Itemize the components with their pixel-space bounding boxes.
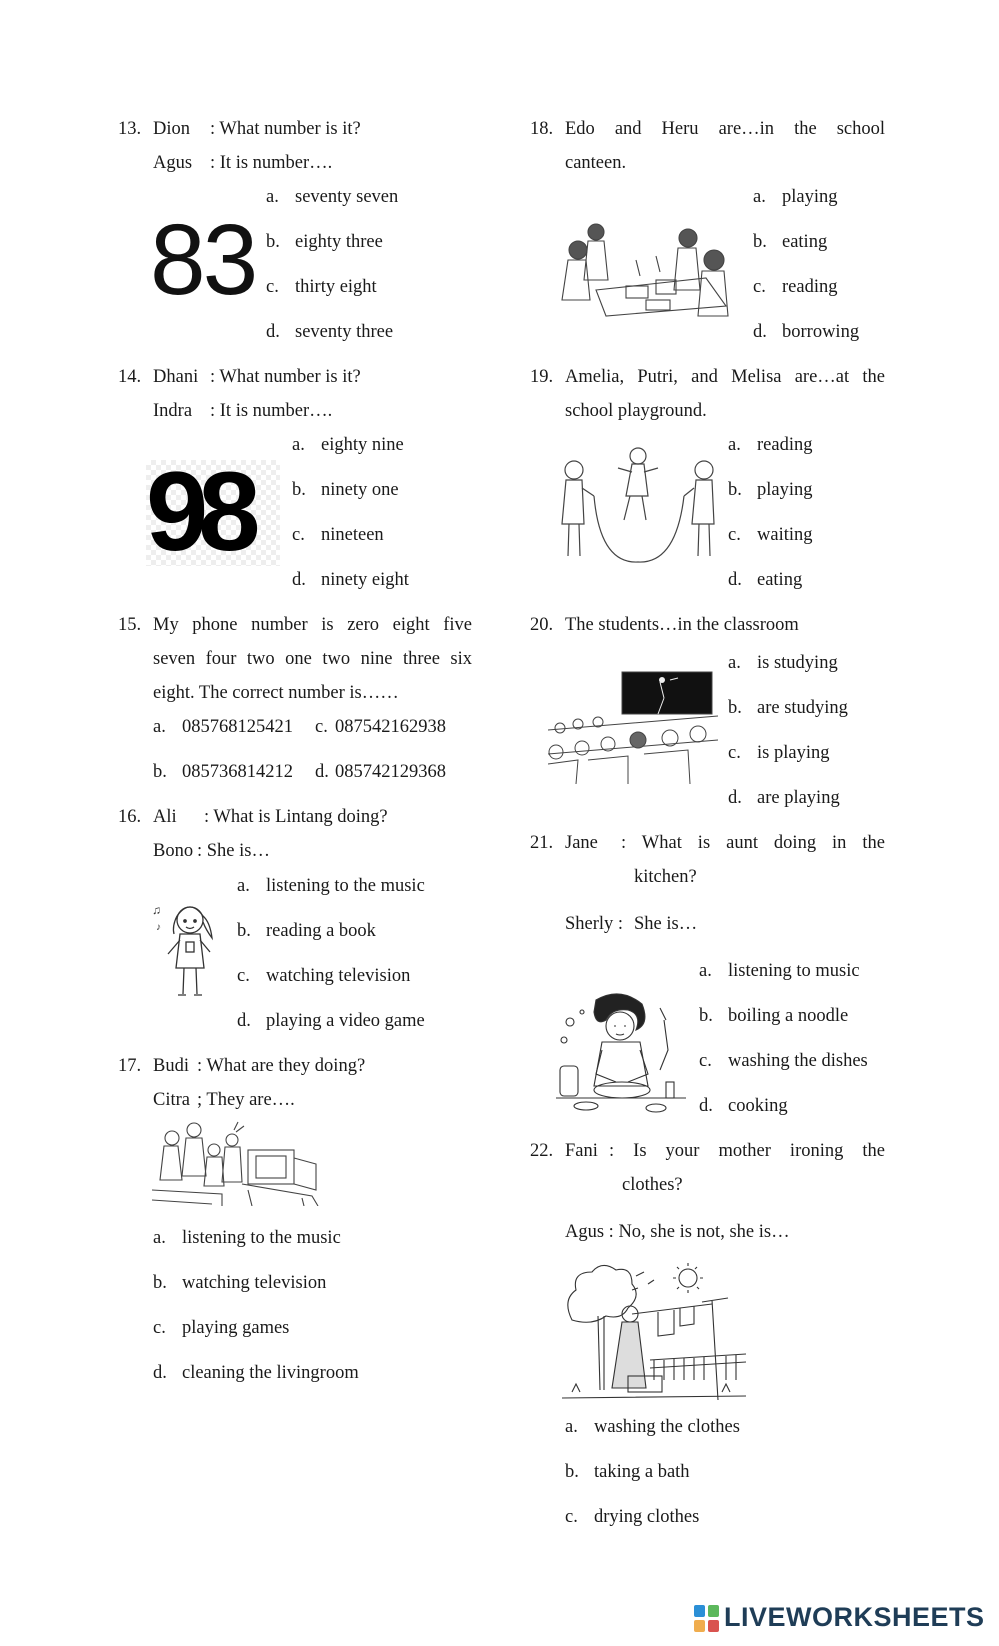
dialog-line: : It is number…. [210,153,333,173]
drying-clothes-illustration [562,1260,746,1402]
dialog-line: kitchen? [634,867,697,887]
question-text-line: school playground. [565,401,707,421]
question-number: 17. [118,1056,142,1076]
speaker-name: Indra [153,401,193,421]
speaker-name: Fani [565,1141,598,1161]
option-text[interactable]: playing [782,187,838,207]
question-text-line: eight. The correct number is…… [153,683,399,703]
option-text[interactable]: is playing [757,743,830,763]
option-letter: d. [266,322,280,342]
dialog-line: ; They are…. [197,1090,295,1110]
dialog-line: : What is Lintang doing? [204,807,388,827]
option-letter: d. [237,1011,251,1031]
dialog-line: : What is aunt doing in the [621,833,885,853]
classroom-illustration [548,668,718,784]
option-text[interactable]: seventy three [295,322,394,342]
speaker-name: Ali [153,807,177,827]
option-text[interactable]: eating [782,232,828,252]
option-text[interactable]: eating [757,570,803,590]
option-letter: a. [753,187,766,207]
woman-cooking-illustration [556,990,686,1120]
speaker-name: Dhani [153,367,199,387]
question-number: 21. [530,833,554,853]
option-letter: a. [728,435,741,455]
dialog-line: : She is… [197,841,270,861]
option-letter: b. [728,698,742,718]
option-text[interactable]: cooking [728,1096,788,1116]
option-text[interactable]: 085768125421 [182,717,293,737]
question-number: 20. [530,615,554,635]
logo-text: LIVEWORKSHEETS [724,1602,985,1632]
option-text[interactable]: cleaning the livingroom [182,1363,359,1383]
girl-listening-music-illustration [150,896,230,1006]
question-text-line: seven four two one two nine three six [153,649,472,669]
option-letter: c. [728,525,741,545]
option-text[interactable]: eighty nine [321,435,404,455]
option-letter: c. [153,1318,166,1338]
option-text[interactable]: thirty eight [295,277,377,297]
option-letter: d. [728,570,742,590]
option-letter: b. [699,1006,713,1026]
option-text[interactable]: seventy seven [295,187,399,207]
question-number: 18. [530,119,554,139]
question-text-line: canteen. [565,153,627,173]
question-number: 22. [530,1141,554,1161]
question-number: 14. [118,367,142,387]
question-number: 19. [530,367,554,387]
speaker-name: Citra [153,1090,190,1110]
option-letter: a. [266,187,279,207]
number-83-image: 83 [150,204,256,316]
option-text[interactable]: listening to the music [182,1228,341,1248]
dialog-line: : It is number…. [210,401,333,421]
option-text[interactable]: playing games [182,1318,290,1338]
option-text[interactable]: 085742129368 [335,762,446,782]
option-letter: d. [728,788,742,808]
question-text-line: Amelia, Putri, and Melisa are…at the [565,367,885,387]
option-text[interactable]: reading [757,435,813,455]
option-text[interactable]: 087542162938 [335,717,446,737]
option-letter: b. [728,480,742,500]
option-letter: b. [266,232,280,252]
option-letter: b. [153,762,167,782]
option-letter: d. [292,570,306,590]
question-number: 15. [118,615,142,635]
option-text[interactable]: watching television [266,966,411,986]
option-text[interactable]: are studying [757,698,848,718]
option-text[interactable]: washing the clothes [594,1417,740,1437]
speaker-name: Dion [153,119,190,139]
option-text[interactable]: nineteen [321,525,384,545]
option-letter: a. [699,961,712,981]
option-letter: b. [153,1273,167,1293]
question-text-line: My phone number is zero eight five [153,615,472,635]
jump-rope-illustration [556,446,721,571]
option-letter: c. [753,277,766,297]
option-text[interactable]: listening to the music [266,876,425,896]
question-text-line: The students…in the classroom [565,615,799,635]
option-letter: b. [292,480,306,500]
option-text[interactable]: ninety one [321,480,399,500]
option-text[interactable]: reading a book [266,921,376,941]
speaker-name: Bono [153,841,194,861]
svg-text:♪: ♪ [156,922,161,933]
option-text[interactable]: eighty three [295,232,383,252]
dialog-line: clothes? [622,1175,683,1195]
option-letter: b. [753,232,767,252]
option-letter: b. [565,1462,579,1482]
option-letter: d. [153,1363,167,1383]
option-letter: c. [292,525,305,545]
option-text[interactable]: waiting [757,525,813,545]
option-letter: c. [565,1507,578,1527]
speaker-name: Jane [565,833,598,853]
option-letter: d. [315,762,329,782]
school-canteen-illustration [556,220,736,320]
svg-text:♫: ♫ [152,903,161,917]
option-text[interactable]: drying clothes [594,1507,700,1527]
dialog-line: : What number is it? [210,367,361,387]
option-text[interactable]: playing a video game [266,1011,425,1031]
speaker-name: Budi [153,1056,189,1076]
option-letter: d. [753,322,767,342]
option-letter: c. [237,966,250,986]
option-letter: c. [699,1051,712,1071]
option-text[interactable]: 085736814212 [182,762,293,782]
question-text-line: Edo and Heru are…in the school [565,119,885,139]
option-letter: d. [699,1096,713,1116]
family-watching-tv-illustration [152,1120,322,1206]
option-letter: a. [153,1228,166,1248]
option-text[interactable]: playing [757,480,813,500]
dialog-line: Agus : No, she is not, she is… [565,1222,790,1242]
option-text[interactable]: ninety eight [321,570,409,590]
speaker-name: Sherly : [565,914,624,934]
option-letter: a. [292,435,305,455]
option-text[interactable]: are playing [757,788,840,808]
dialog-line: : Is your mother ironing the [609,1141,885,1161]
option-letter: a. [237,876,250,896]
liveworksheets-logo-icon [694,1605,720,1633]
number-98-image: 98 [146,449,251,574]
option-letter: b. [237,921,251,941]
liveworksheets-logo[interactable] [694,1602,994,1636]
option-text[interactable]: taking a bath [594,1462,690,1482]
option-letter: c. [266,277,279,297]
option-text[interactable]: borrowing [782,322,860,342]
option-letter: a. [728,653,741,673]
option-text[interactable]: washing the dishes [728,1051,868,1071]
option-text[interactable]: boiling a noodle [728,1006,849,1026]
option-text[interactable]: reading [782,277,838,297]
question-number: 13. [118,119,142,139]
option-text[interactable]: watching television [182,1273,327,1293]
option-text[interactable]: listening to music [728,961,860,981]
option-letter: a. [565,1417,578,1437]
option-letter: c. [315,717,328,737]
dialog-line: : What are they doing? [197,1056,366,1076]
dialog-line: : What number is it? [210,119,361,139]
option-letter: a. [153,717,166,737]
dialog-line: She is… [634,914,698,934]
option-text[interactable]: is studying [757,653,838,673]
question-number: 16. [118,807,142,827]
speaker-name: Agus [153,153,193,173]
option-letter: c. [728,743,741,763]
